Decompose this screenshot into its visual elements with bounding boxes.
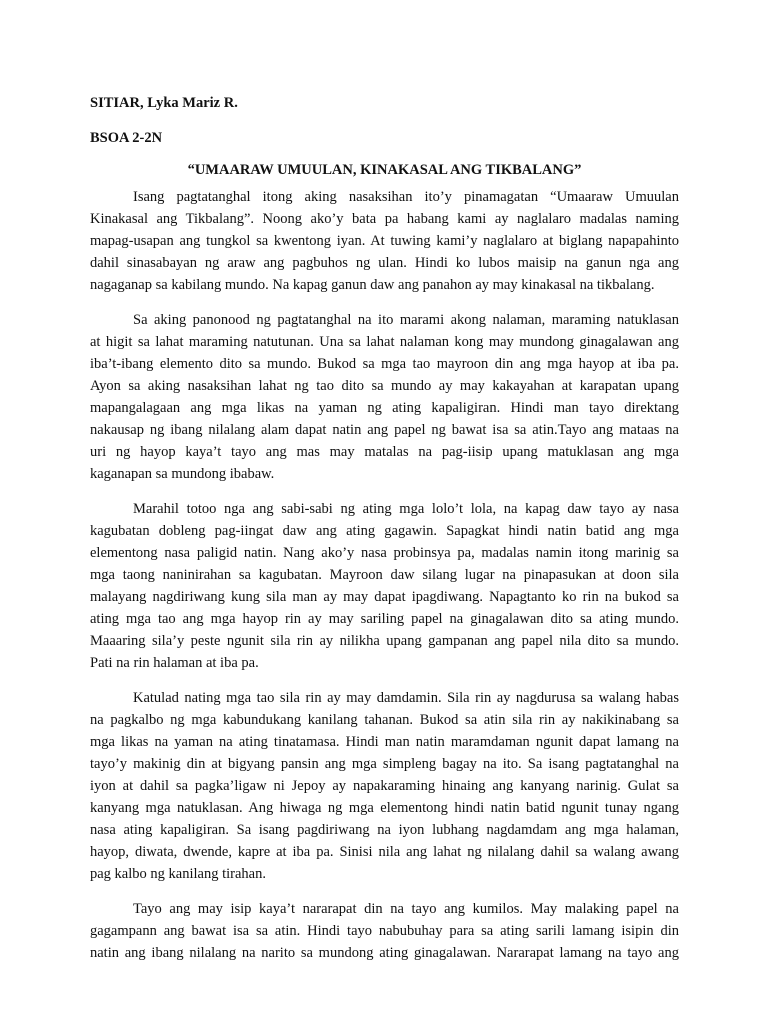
text-line: na pagkalbo ng mga kabundukang kanilang tahanan. Bukod sa atin sila rin ay nakikinabang sa [90, 712, 679, 728]
text-line: Ayon sa aking nasaksihan lahat ng tao dito sa mundo ay may kakayahan at karapatan upang [90, 378, 679, 394]
text-line: kanyang mga natuklasan. Ang hiwaga ng mga elementong hindi natin batid ngunit tunay ngang [90, 800, 679, 816]
text-line: gagampann ang bawat isa sa atin. Hindi tayo nabubuhay para sa ating sarili lamang isipin din [90, 923, 679, 939]
text-line: kaganapan sa mundong ibabaw. [90, 466, 275, 482]
text-line: kagubatan dobleng pag-iingat daw ang ating gagawin. Sapagkat hindi natin batid ang mga [90, 523, 679, 539]
text-line: mga likas na yaman na ating tinatamasa. Hindi man natin maramdaman ngunit dapat lamang na [90, 734, 679, 750]
text-line: iyon at dahil sa pagka’ligaw ni Jepoy ay napakaraming hinaing ang kanyang narinig. Gulat sa [90, 778, 679, 794]
paragraph [90, 898, 679, 964]
text-line: mga taong naninirahan sa kagubatan. Mayroon daw silang lugar na pinapasukan at doon sila [90, 567, 679, 583]
text-line: nagaganap sa kabilang mundo. Na kapag ganun daw ang panahon ay may kinakasal na tikbalang. [90, 277, 655, 293]
text-line: iba’t-ibang elemento dito sa mundo. Bukod sa mga tao mayroon din ang mga hayop at iba pa. [90, 356, 679, 372]
section-code: BSOA 2-2N [90, 130, 163, 146]
text-line: pag kalbo ng kanilang tirahan. [90, 866, 266, 882]
paragraph [90, 498, 679, 674]
text-line: Sa aking panonood ng pagtatanghal na ito marami akong nalaman, maraming natuklasan [133, 312, 679, 328]
paragraph [90, 309, 679, 485]
text-line: malayang nagdiriwang kung sila man ay may dapat ipagdiwang. Napagtanto ko rin na bukod sa [90, 589, 679, 605]
text-line: Katulad nating mga tao sila rin ay may damdamin. Sila rin ay nagdurusa sa walang habas [133, 690, 679, 706]
text-line: mapag-usapan ang tungkol sa kwentong iyan. At tuwing kami’y naglalaro at biglang napapahinto [90, 233, 679, 249]
text-line: Isang pagtatanghal itong aking nasaksihan ito’y pinamagatan “Umaaraw Umuulan [133, 189, 679, 205]
text-line: dahil sinasabayan ng araw ang pagbuhos ng ulan. Hindi ko lubos maisip na ganun nga ang [90, 255, 679, 271]
paragraph [90, 186, 679, 296]
text-line: uri ng hayop kaya’t tayo ang mas may matalas na pag-iisip upang matuklasan ang mga [90, 444, 679, 460]
text-line: Tayo ang may isip kaya’t nararapat din na tayo ang kumilos. May malaking papel na [133, 901, 679, 917]
text-line: at higit sa lahat maraming natutunan. Una sa lahat nalaman kong may mundong ginagalawan ang [90, 334, 679, 350]
text-line: ating mga tao ang mga hayop rin ay may sariling papel na ginagalawan dito sa ating mundo. [90, 611, 679, 627]
text-line: mapangalagaan ang mga likas na yaman ng ating kapaligiran. Hindi man tayo direktang [90, 400, 679, 416]
text-line: tayo’y makinig din at bigyang pansin ang mga simpleng bagay na ito. Sa isang pagtatanghal na [90, 756, 679, 772]
text-line: natin ang ibang nilalang na narito sa mundong ating ginagalawan. Nararapat lamang na tayo ang [90, 945, 679, 961]
text-line: hayop, diwata, dwende, kapre at iba pa. Sinisi nila ang lahat ng nilalang dahil sa walang awang [90, 844, 679, 860]
essay-body [90, 186, 679, 977]
text-line: nasa ating kapaligiran. Sa isang pagdiriwang na iyon lubhang nagdamdam ang mga halaman, [90, 822, 679, 838]
text-line: nakausap ng ibang nilalang alam dapat natin ang papel ng bawat isa sa atin.Tayo ang mataas na [90, 422, 679, 438]
author-name: SITIAR, Lyka Mariz R. [90, 95, 238, 111]
essay-title: “UMAARAW UMUULAN, KINAKASAL ANG TIKBALANG” [187, 162, 582, 178]
text-line: Marahil totoo nga ang sabi-sabi ng ating mga lolo’t lola, na kapag daw tayo ay nasa [133, 501, 679, 517]
text-line: Maaaring sila’y peste ngunit sila rin ay nilikha upang gampanan ang papel nila dito sa mundo. [90, 633, 679, 649]
text-line: Kinakasal ang Tikbalang”. Noong ako’y bata pa habang kami ay naglalaro madalas naming [90, 211, 679, 227]
text-line: Pati na rin halaman at iba pa. [90, 655, 259, 671]
text-line: elementong nasa paligid natin. Nang ako’y nasa probinsya pa, madalas namin itong marinig sa [90, 545, 679, 561]
paragraph [90, 687, 679, 885]
